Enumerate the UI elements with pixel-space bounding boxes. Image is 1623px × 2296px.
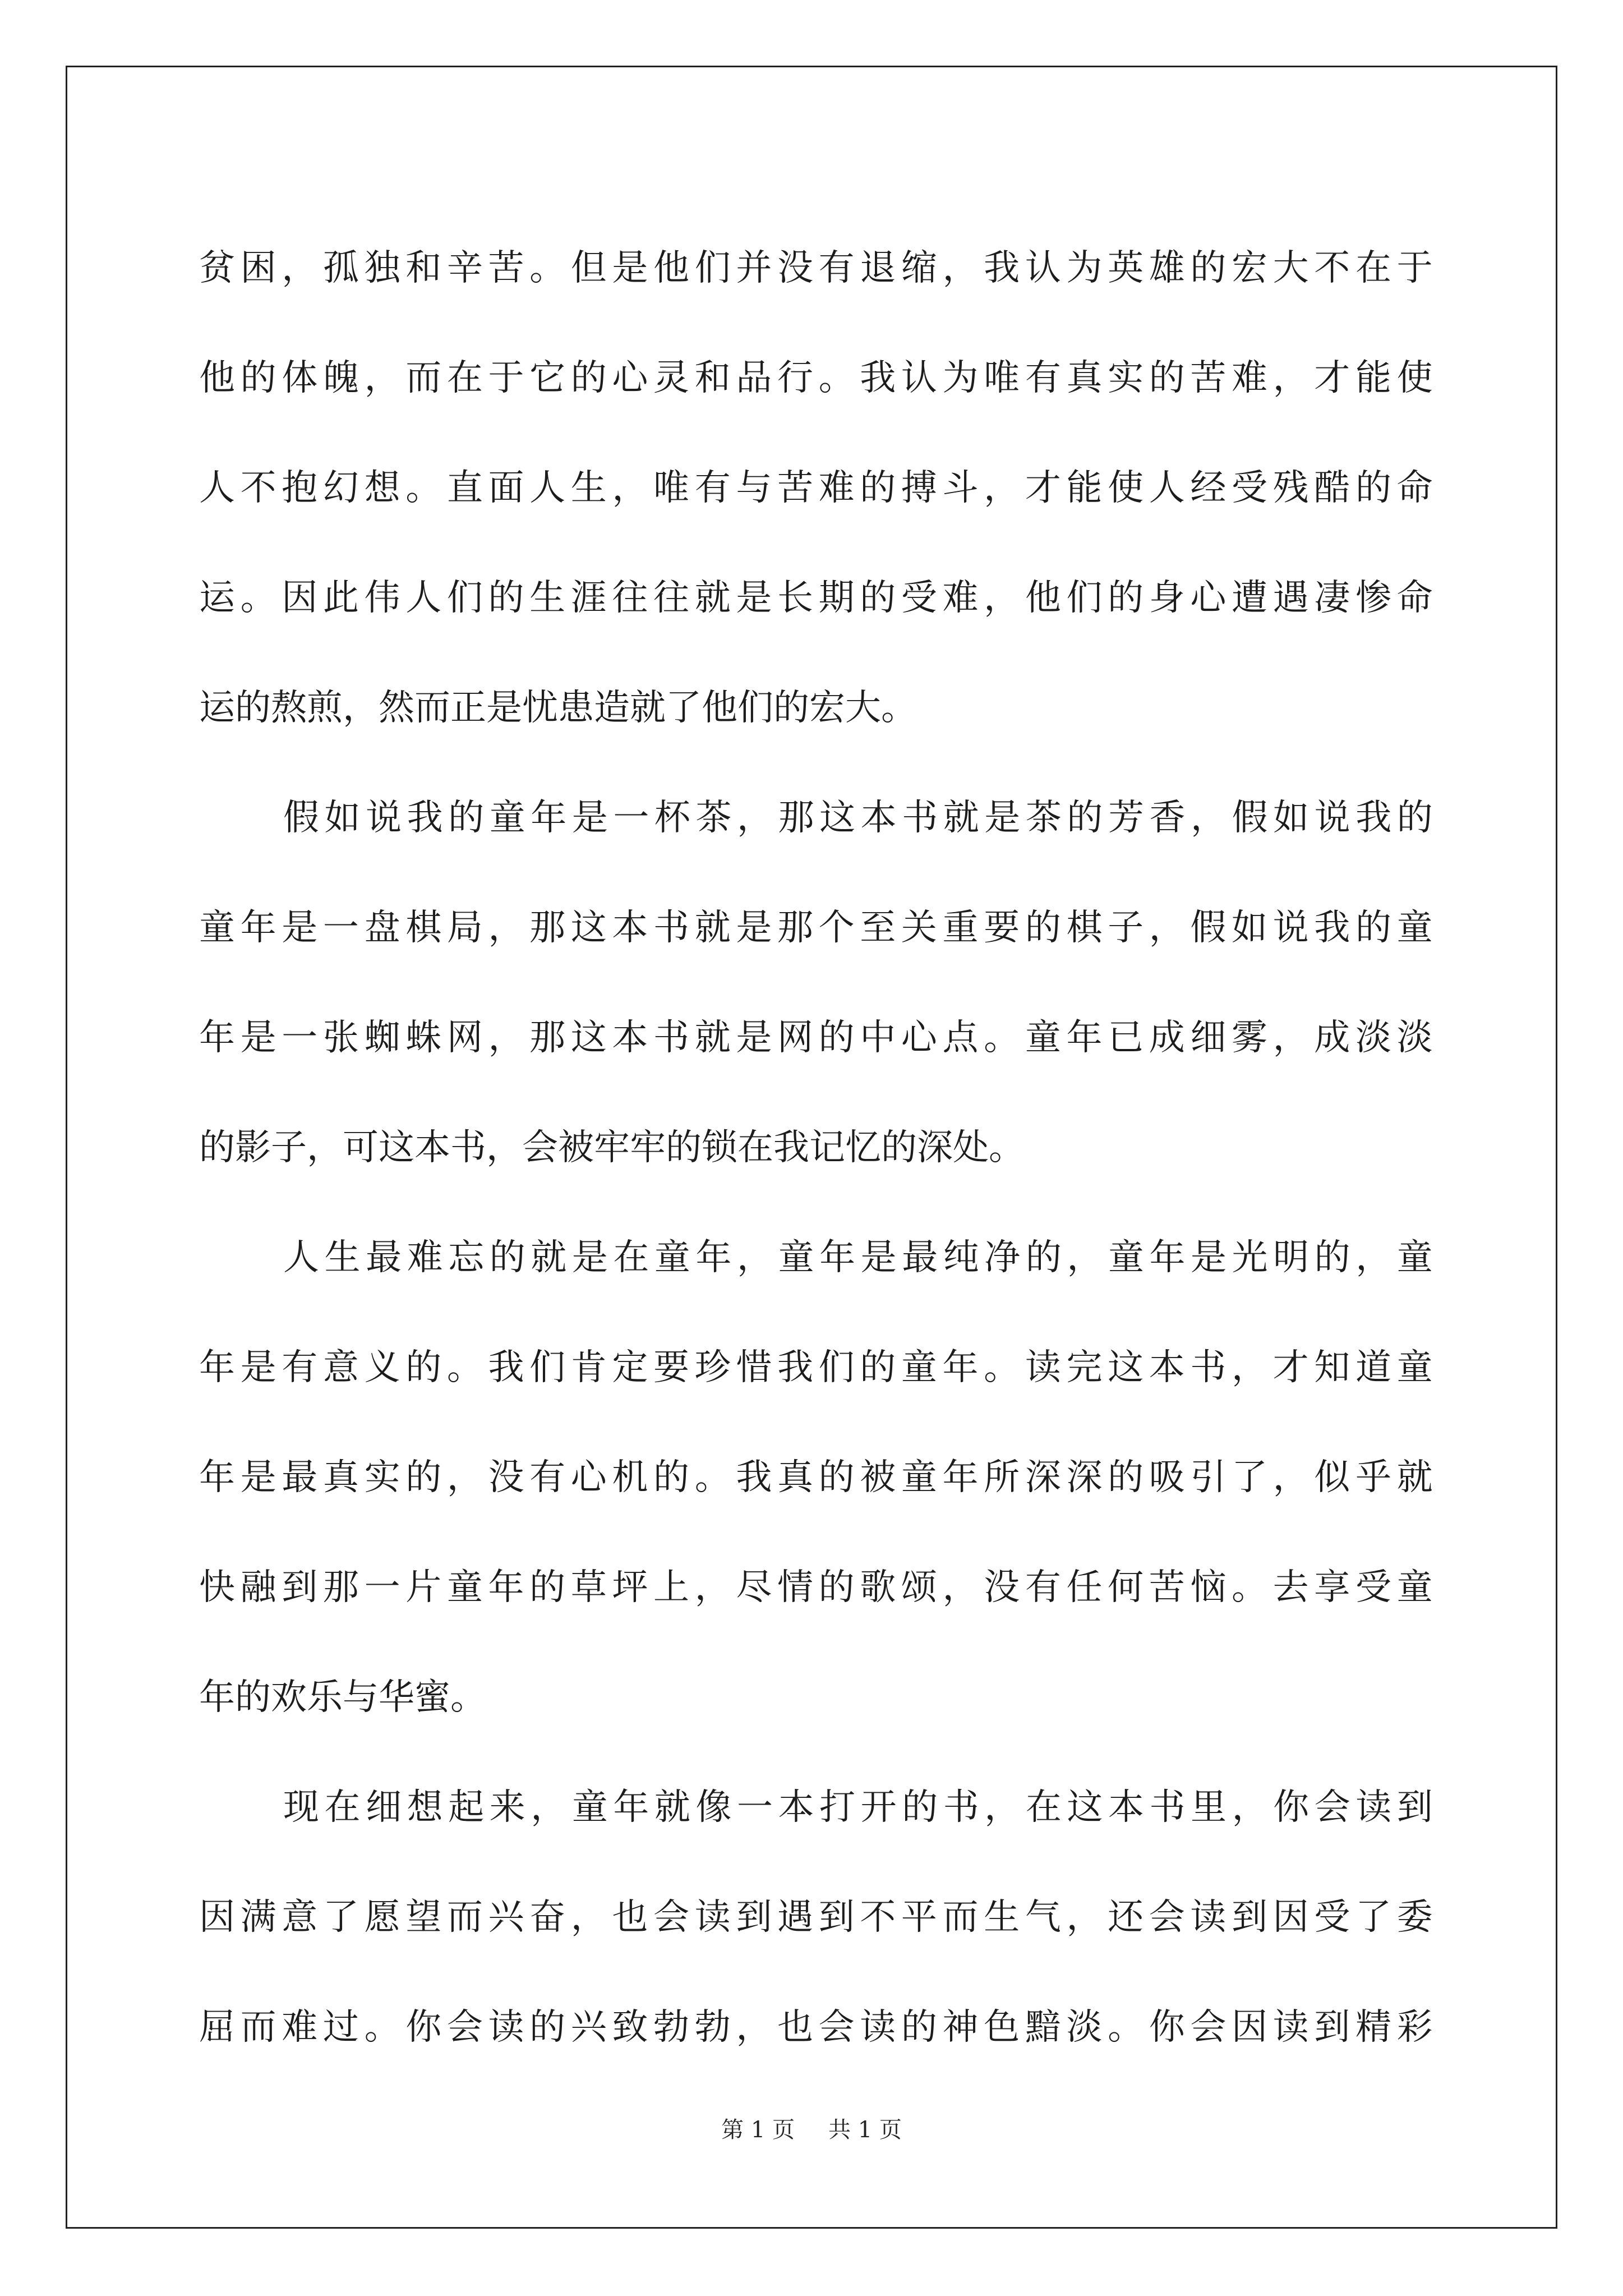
text-line: 因 满 意 了 愿 望 而 兴 奋 ， 也 会 读 到 遇 到 不 平 而 生 气 ， 还 会 读 到 因 受 了 委 [199,1897,1433,1938]
text-line: 人 不 抱 幻 想 。 直 面 人 生 ， 唯 有 与 苦 难 的 搏 斗 ， 才 能 使 人 经 受 残 酷 的 命 [199,467,1433,509]
text-line: 年 是 有 意 义 的 。 我 们 肯 定 要 珍 惜 我 们 的 童 年 。 读 完 这 本 书 ， 才 知 道 童 [199,1347,1433,1388]
text-line: 他 的 体 魄 ， 而 在 于 它 的 心 灵 和 品 行 。 我 认 为 唯 有 真 实 的 苦 难 ， 才 能 使 [199,357,1433,399]
page-total: 共 1 页 [828,2117,902,2143]
text-line: 的影子，可这本书，会被牢牢的锁在我记忆的深处。 [199,1127,1025,1168]
text-line: 快 融 到 那 一 片 童 年 的 草 坪 上 ， 尽 情 的 歌 颂 ， 没 有 任 何 苦 恼 。 去 享 受 童 [199,1567,1433,1608]
text-line: 假 如 说 我 的 童 年 是 一 杯 茶 ， 那 这 本 书 就 是 茶 的 芳 香 ， 假 如 说 我 的 [283,797,1433,839]
text-line: 运 。 因 此 伟 人 们 的 生 涯 往 往 就 是 长 期 的 受 难 ， 他 们 的 身 心 遭 遇 凄 惨 命 [199,577,1433,619]
document-body [199,213,1433,2082]
text-line: 运的熬煎，然而正是忧患造就了他们的宏大。 [199,687,917,729]
text-line: 年 是 最 真 实 的 ， 没 有 心 机 的 。 我 真 的 被 童 年 所 深 深 的 吸 引 了 ， 似 乎 就 [199,1457,1433,1498]
text-line: 年的欢乐与华蜜。 [199,1677,486,1718]
text-line: 现 在 细 想 起 来 ， 童 年 就 像 一 本 打 开 的 书 ， 在 这 本 书 里 ， 你 会 读 到 [283,1787,1433,1828]
text-line: 贫 困 ， 孤 独 和 辛 苦 。 但 是 他 们 并 没 有 退 缩 ， 我 认 为 英 雄 的 宏 大 不 在 于 [199,247,1433,289]
page-footer [0,2112,1623,2144]
text-line: 年 是 一 张 蜘 蛛 网 ， 那 这 本 书 就 是 网 的 中 心 点 。 童 年 已 成 细 雾 ， 成 淡 淡 [199,1017,1433,1059]
text-line: 人 生 最 难 忘 的 就 是 在 童 年 ， 童 年 是 最 纯 净 的 ， 童 年 是 光 明 的 ， 童 [283,1237,1433,1278]
text-line: 屈 而 难 过 。 你 会 读 的 兴 致 勃 勃 ， 也 会 读 的 神 色 黯 淡 。 你 会 因 读 到 精 彩 [199,2007,1433,2048]
page-number: 第 1 页 [721,2117,795,2143]
text-line: 童 年 是 一 盘 棋 局 ， 那 这 本 书 就 是 那 个 至 关 重 要 的 棋 子 ， 假 如 说 我 的 童 [199,907,1433,949]
